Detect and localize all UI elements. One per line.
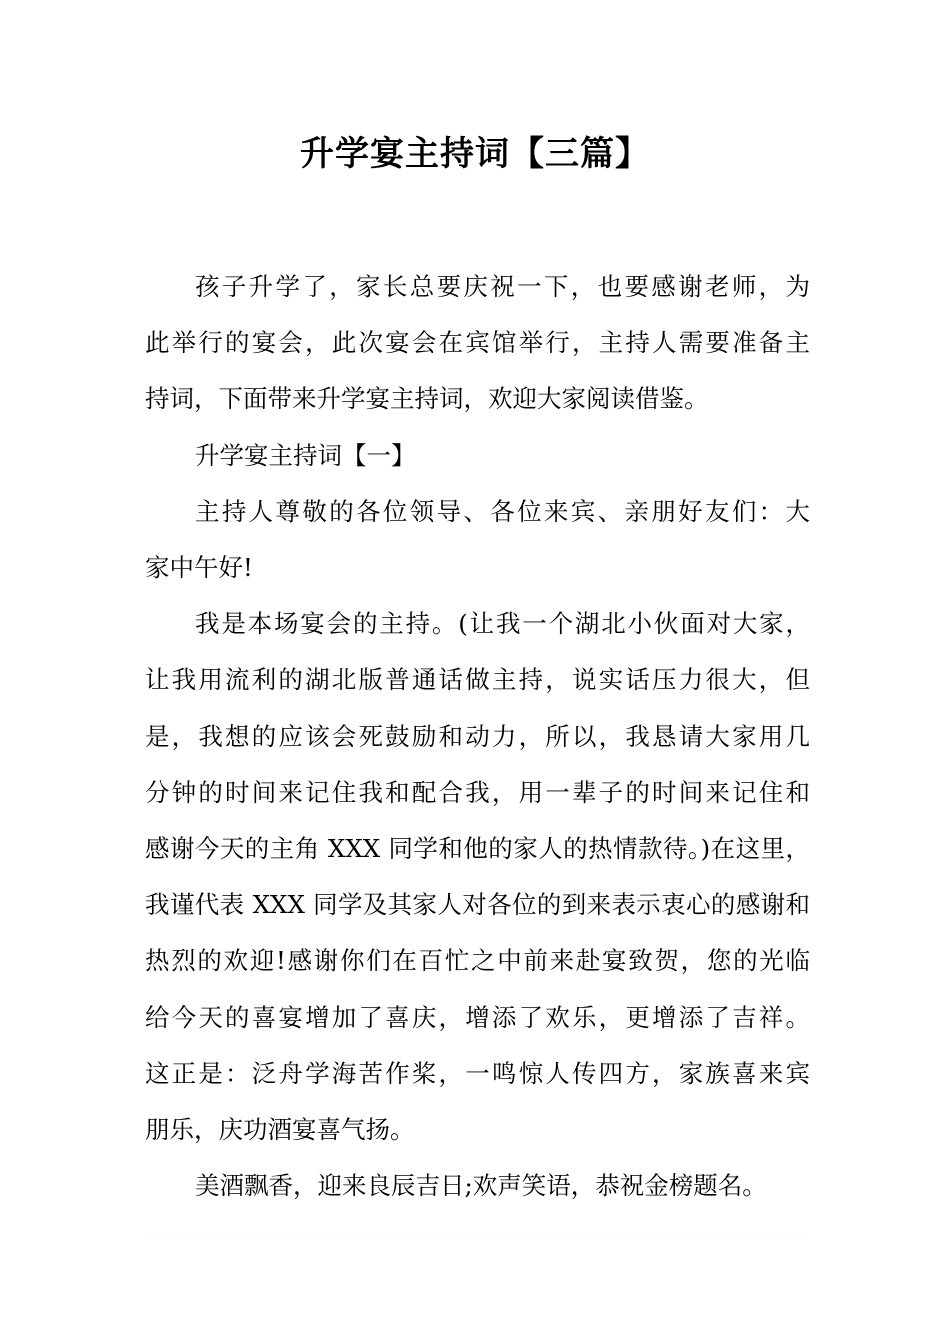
text-line: 孩子升学了，家长总要庆祝一下，也要感谢老师，为 — [195, 272, 810, 301]
text-line: 升学宴主持词【一】 — [195, 440, 416, 470]
text-line: 热烈的欢迎!感谢你们在百忙之中前来赴宴致贺，您的光临 — [145, 946, 810, 976]
text-line: 是，我想的应该会死鼓励和动力，所以，我恳请大家用几 — [145, 721, 810, 751]
text-line: 家中午好! — [145, 553, 253, 583]
text-line: 此举行的宴会，此次宴会在宾馆举行，主持人需要准备主 — [145, 328, 810, 358]
document-title: 升学宴主持词【三篇】 — [300, 134, 650, 174]
text-line: 主持人尊敬的各位领导、各位来宾、亲朋好友们：大 — [195, 496, 810, 526]
document-body — [145, 259, 810, 1214]
text-line: 朋乐，庆功酒宴喜气扬。 — [145, 1115, 415, 1145]
page-bottom-divider — [145, 1238, 805, 1241]
text-line: 我是本场宴会的主持。(让我一个湖北小伙面对大家， — [195, 609, 810, 639]
text-line: 持词，下面带来升学宴主持词，欢迎大家阅读借鉴。 — [145, 384, 709, 414]
text-line: 让我用流利的湖北版普通话做主持，说实话压力很大，但 — [145, 665, 810, 695]
text-line: 美酒飘香，迎来良辰吉日;欢声笑语，恭祝金榜题名。 — [195, 1171, 767, 1201]
text-line: 给今天的喜宴增加了喜庆，增添了欢乐，更增添了吉祥。 — [145, 1002, 810, 1032]
text-line: 分钟的时间来记住我和配合我，用一辈子的时间来记住和 — [145, 777, 810, 807]
text-line: 感谢今天的主角 XXX 同学和他的家人的热情款待。)在这里， — [145, 834, 810, 864]
text-line: 我谨代表 XXX 同学及其家人对各位的到来表示衷心的感谢和 — [145, 890, 810, 920]
text-line: 这正是：泛舟学海苦作桨，一鸣惊人传四方，家族喜来宾 — [145, 1058, 810, 1088]
